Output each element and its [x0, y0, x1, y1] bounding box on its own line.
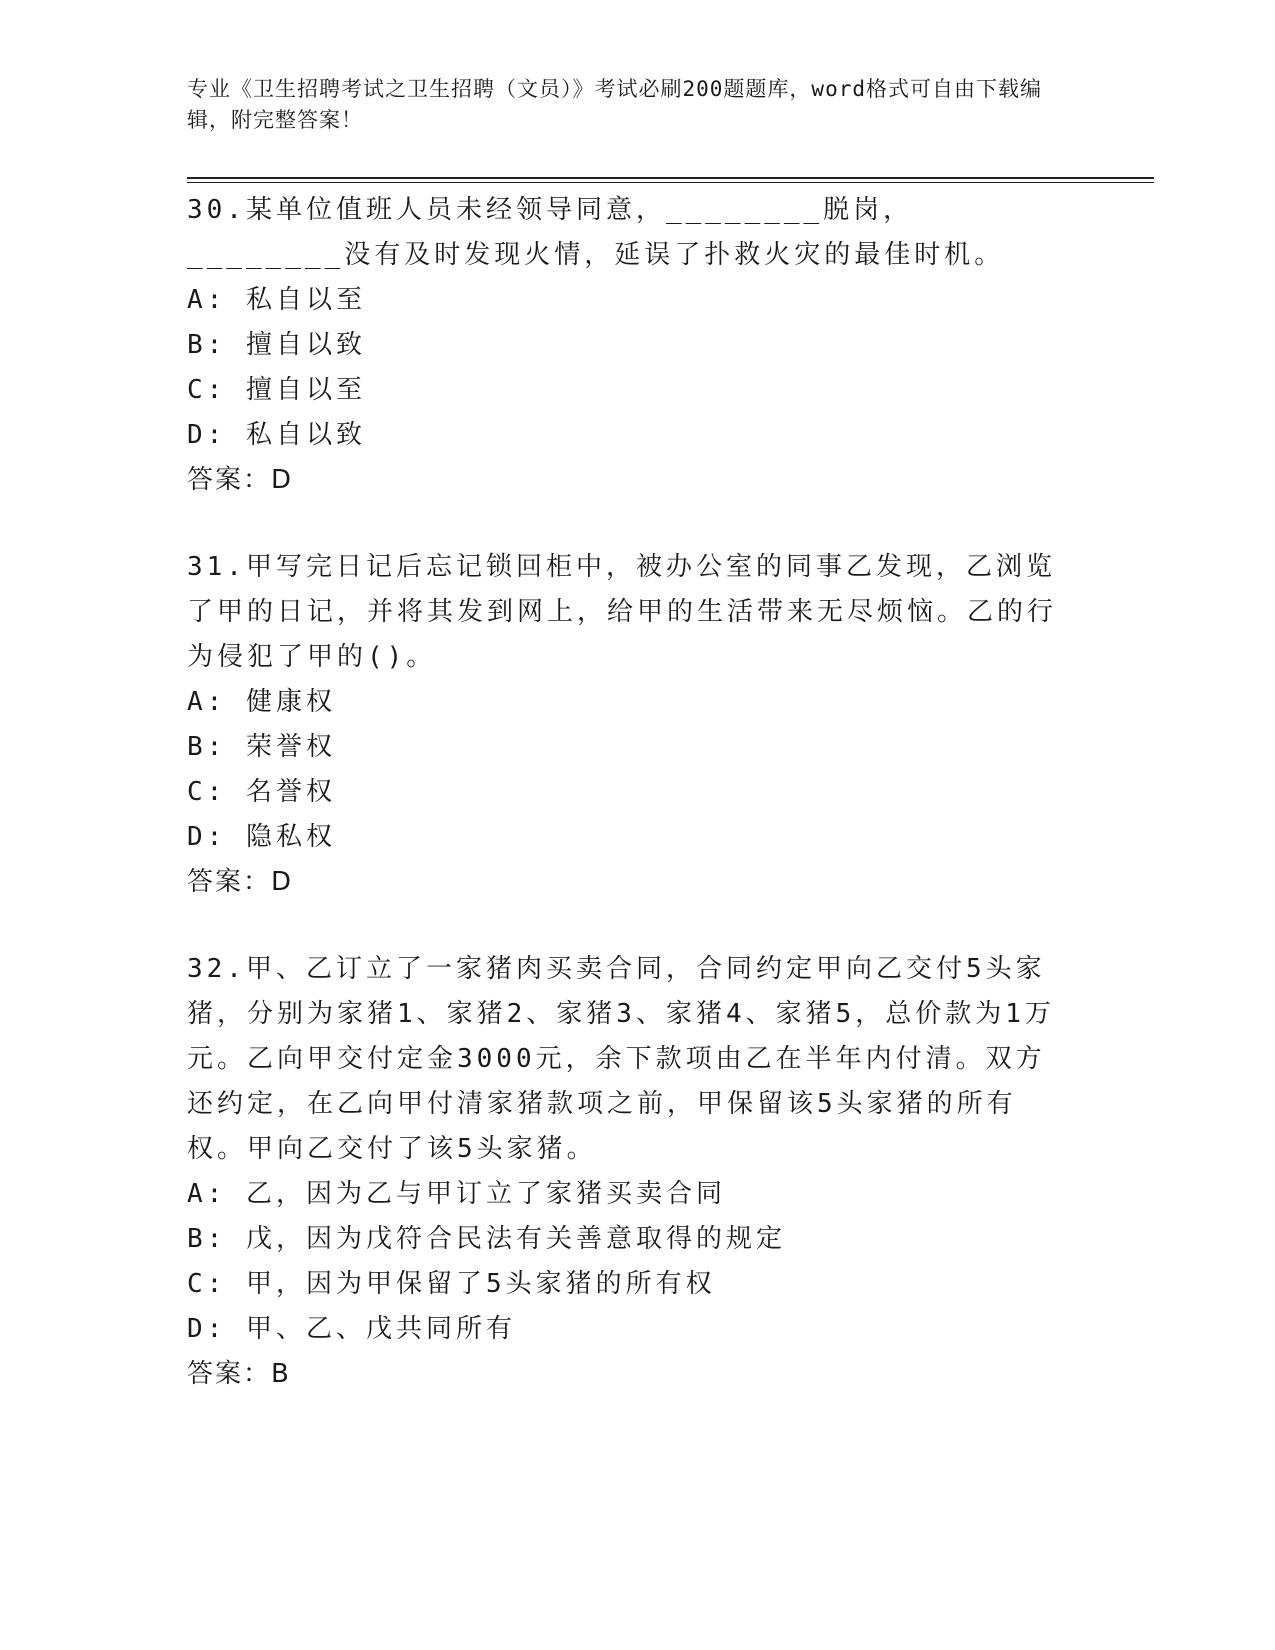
question-31 — [187, 545, 1087, 905]
option-d: D: 隐私权 — [187, 822, 336, 852]
option-a: A: 健康权 — [187, 687, 336, 717]
question-30 — [187, 188, 1087, 503]
option-c: C: 擅自以至 — [187, 375, 366, 405]
answer-line: 答案：D — [187, 867, 294, 897]
option-d: D: 甲、乙、戊共同所有 — [187, 1314, 516, 1344]
option-c: C: 名誉权 — [187, 777, 336, 807]
question-stem: 32.甲、乙订立了一家猪肉买卖合同，合同约定甲向乙交付5头家猪，分别为家猪1、家猪2、家猪3、家猪4、家猪5，总价款为1万元。乙向甲交付定金3000元，余下款项由乙在半年内付清。双方还约定，在乙向甲付清家猪款项之前，甲保留该5头家猪的所有权。甲向乙交付了该5头家猪。 — [187, 954, 1055, 1164]
document-intro: 专业《卫生招聘考试之卫生招聘（文员）》考试必刷200题题库，word格式可自由下载编辑，附完整答案！ — [187, 77, 1042, 132]
option-a: A: 乙，因为乙与甲订立了家猪买卖合同 — [187, 1179, 726, 1209]
question-stem: 31.甲写完日记后忘记锁回柜中，被办公室的同事乙发现，乙浏览了甲的日记，并将其发到网上，给甲的生活带来无尽烦恼。乙的行为侵犯了甲的()。 — [187, 552, 1058, 672]
option-a: A: 私自以至 — [187, 285, 366, 315]
question-stem: 30.某单位值班人员未经领导同意，________脱岗，________没有及时发现火情，延误了扑救火灾的最佳时机。 — [187, 195, 1005, 270]
answer-line: 答案：B — [187, 1359, 291, 1389]
question-32 — [187, 947, 1087, 1397]
option-d: D: 私自以致 — [187, 420, 366, 450]
header-divider-thick — [187, 177, 1154, 179]
option-b: B: 荣誉权 — [187, 732, 336, 762]
option-c: C: 甲，因为甲保留了5头家猪的所有权 — [187, 1269, 716, 1299]
option-b: B: 戊，因为戊符合民法有关善意取得的规定 — [187, 1224, 786, 1254]
header-divider-thin — [187, 182, 1154, 183]
question-list — [187, 188, 1087, 1439]
answer-line: 答案：D — [187, 465, 294, 495]
option-b: B: 擅自以致 — [187, 330, 366, 360]
